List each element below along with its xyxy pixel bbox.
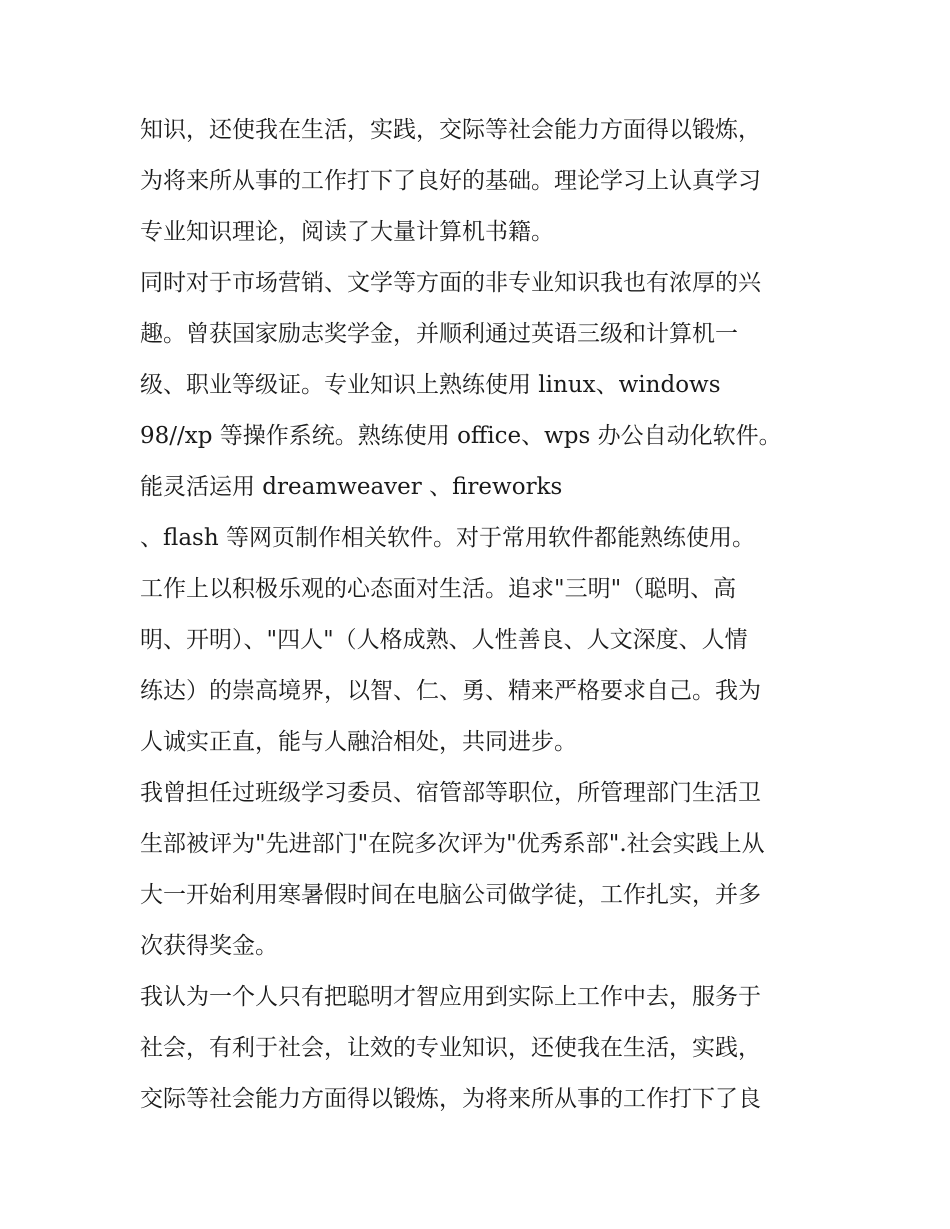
text-line: 98//xp 等操作系统。熟练使用 office、wps 办公自动化软件。 — [140, 423, 782, 449]
body-text — [140, 105, 820, 1125]
text-line: 次获得奖金。 — [140, 933, 278, 959]
text-line: 级、职业等级证。专业知识上熟练使用 linux、windows — [140, 372, 721, 398]
text-line: 、flash 等网页制作相关软件。对于常用软件都能熟练使用。 — [140, 525, 755, 551]
text-line: 我认为一个人只有把聪明才智应用到实际上工作中去，服务于 — [140, 984, 761, 1010]
text-line: 能灵活运用 dreamweaver 、fireworks — [140, 474, 563, 500]
text-line: 社会，有利于社会，让效的专业知识，还使我在生活，实践， — [140, 1035, 761, 1061]
text-line: 同时对于市场营销、文学等方面的非专业知识我也有浓厚的兴 — [140, 270, 761, 296]
text-line: 专业知识理论，阅读了大量计算机书籍。 — [140, 219, 554, 245]
text-line: 知识，还使我在生活，实践，交际等社会能力方面得以锻炼， — [140, 117, 761, 143]
text-line: 交际等社会能力方面得以锻炼，为将来所从事的工作打下了良 — [140, 1086, 761, 1112]
text-line: 人诚实正直，能与人融洽相处，共同进步。 — [140, 729, 577, 755]
text-line: 我曾担任过班级学习委员、宿管部等职位，所管理部门生活卫 — [140, 780, 761, 806]
text-line: 练达）的崇高境界，以智、仁、勇、精来严格要求自己。我为 — [140, 678, 761, 704]
text-line: 工作上以积极乐观的心态面对生活。追求"三明"（聪明、高 — [140, 576, 737, 602]
text-line: 大一开始利用寒暑假时间在电脑公司做学徒，工作扎实，并多 — [140, 882, 761, 908]
text-line: 为将来所从事的工作打下了良好的基础。理论学习上认真学习 — [140, 168, 761, 194]
text-line: 明、开明）、"四人"（人格成熟、人性善良、人文深度、人情 — [140, 627, 748, 653]
text-line: 趣。曾获国家励志奖学金，并顺利通过英语三级和计算机一 — [140, 321, 738, 347]
text-line: 生部被评为"先进部门"在院多次评为"优秀系部".社会实践上从 — [140, 831, 765, 857]
